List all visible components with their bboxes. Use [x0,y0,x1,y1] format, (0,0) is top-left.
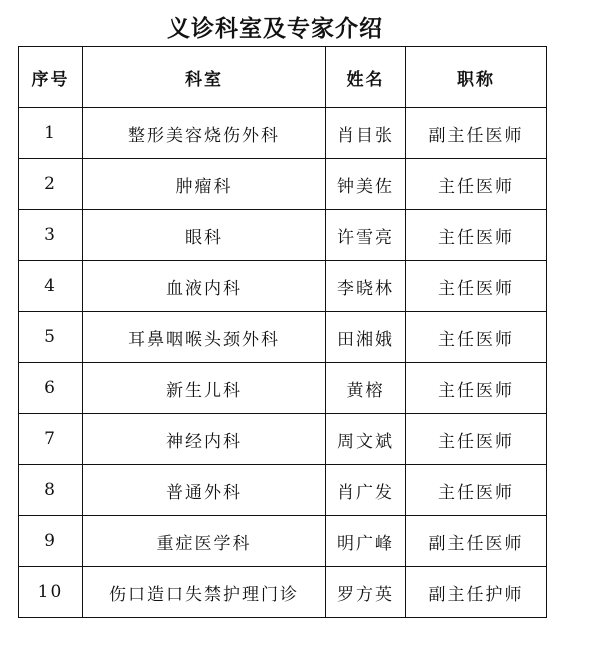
cell-department: 耳鼻咽喉头颈外科 [83,312,326,363]
cell-no: 10 [19,567,83,618]
cell-name: 肖目张 [326,108,406,159]
table-row [19,414,547,465]
cell-no: 5 [19,312,83,363]
cell-name: 钟美佐 [326,159,406,210]
page-title: 义诊科室及专家介绍 [167,16,383,42]
table-row [19,516,547,567]
table-row [19,159,547,210]
cell-no: 4 [19,261,83,312]
header-no: 序号 [19,47,83,108]
table-row [19,363,547,414]
cell-title: 主任医师 [406,363,547,414]
cell-no: 9 [19,516,83,567]
cell-department: 普通外科 [83,465,326,516]
cell-title: 主任医师 [406,312,547,363]
cell-name: 肖广发 [326,465,406,516]
cell-no: 8 [19,465,83,516]
cell-department: 神经内科 [83,414,326,465]
cell-no: 1 [19,108,83,159]
cell-name: 李晓林 [326,261,406,312]
cell-title: 主任医师 [406,210,547,261]
cell-name: 明广峰 [326,516,406,567]
cell-no: 3 [19,210,83,261]
table-row [19,210,547,261]
cell-department: 重症医学科 [83,516,326,567]
cell-title: 主任医师 [406,261,547,312]
cell-department: 整形美容烧伤外科 [83,108,326,159]
cell-name: 许雪亮 [326,210,406,261]
header-name: 姓名 [326,47,406,108]
cell-title: 主任医师 [406,159,547,210]
cell-department: 血液内科 [83,261,326,312]
header-department: 科室 [83,47,326,108]
cell-no: 7 [19,414,83,465]
cell-department: 眼科 [83,210,326,261]
table-row [19,108,547,159]
header-title: 职称 [406,47,547,108]
cell-department: 伤口造口失禁护理门诊 [83,567,326,618]
table-row [19,261,547,312]
experts-table [18,46,547,618]
cell-title: 主任医师 [406,465,547,516]
cell-title: 主任医师 [406,414,547,465]
cell-title: 副主任医师 [406,108,547,159]
cell-name: 黄榕 [326,363,406,414]
cell-name: 罗方英 [326,567,406,618]
cell-title: 副主任医师 [406,516,547,567]
cell-title: 副主任护师 [406,567,547,618]
cell-department: 新生儿科 [83,363,326,414]
table-row [19,312,547,363]
table-row [19,465,547,516]
table-row [19,567,547,618]
cell-name: 田湘娥 [326,312,406,363]
cell-name: 周文斌 [326,414,406,465]
cell-no: 2 [19,159,83,210]
table-header-row [19,47,547,108]
cell-no: 6 [19,363,83,414]
cell-department: 肿瘤科 [83,159,326,210]
